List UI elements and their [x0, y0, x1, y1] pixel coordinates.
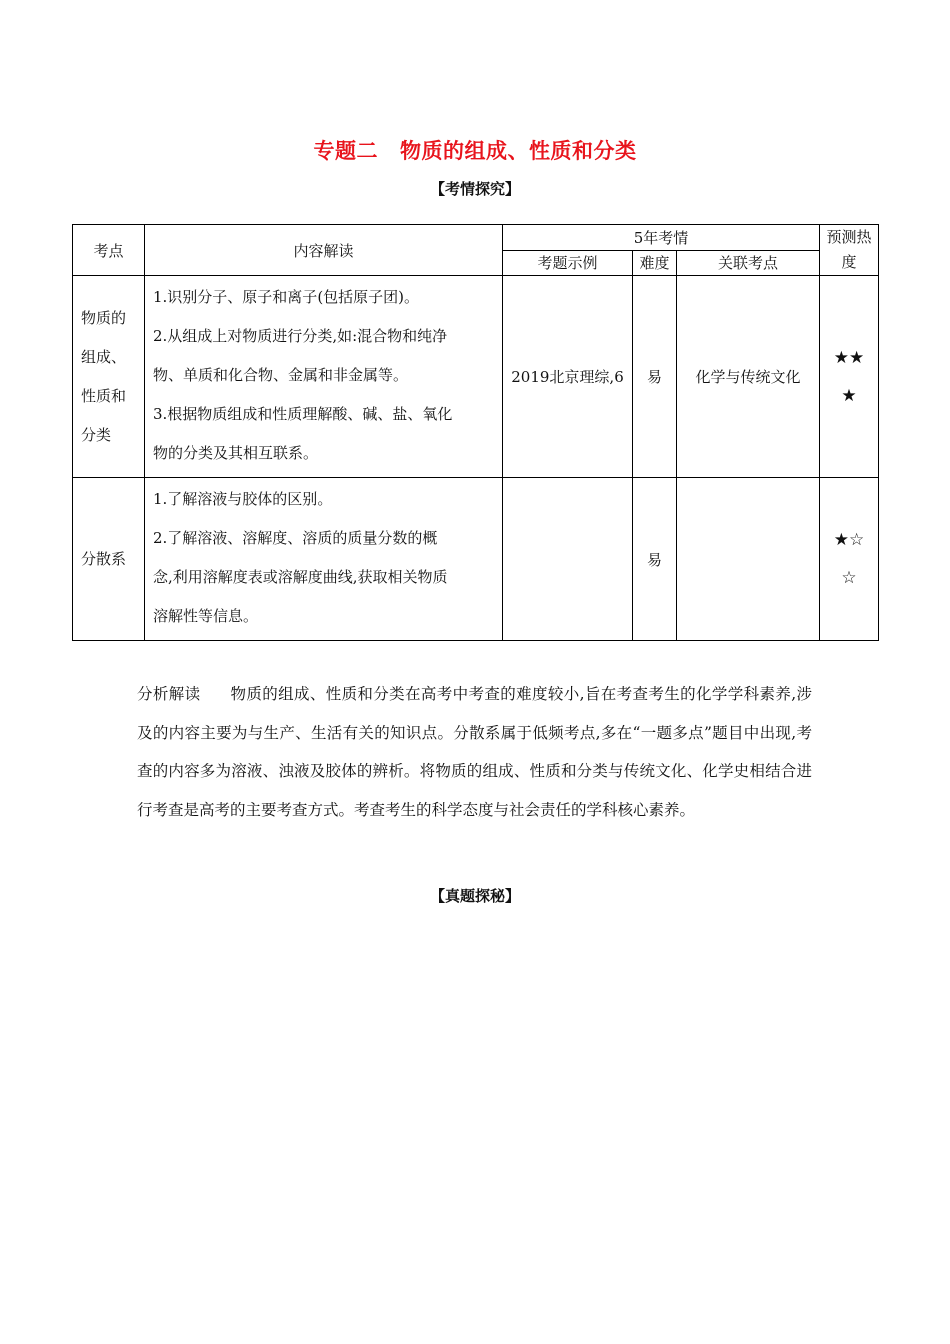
row1-content-line: 物、单质和化合物、金属和非金属等。 — [153, 366, 409, 384]
row2-content-line: 2.了解溶液、溶解度、溶质的质量分数的概 — [153, 529, 438, 547]
exam-analysis-table — [72, 224, 879, 641]
row2-content-line: 溶解性等信息。 — [153, 607, 259, 625]
row1-forecast-stars — [820, 276, 879, 478]
row1-kaodian-line: 性质和 — [81, 386, 127, 405]
page-title — [0, 135, 950, 165]
title-part-2: 物质的组成、性质和分类 — [400, 139, 637, 163]
header-forecast — [820, 225, 879, 276]
row1-content-line: 物的分类及其相互联系。 — [153, 444, 319, 462]
header-related: 关联考点 — [677, 250, 820, 276]
section-heading-zhenti: 【真题探秘】 — [429, 887, 520, 905]
row2-stars-line2: ☆ — [841, 568, 857, 588]
row1-content — [145, 276, 503, 478]
row2-content-line: 念,利用溶解度表或溶解度曲线,获取相关物质 — [153, 568, 448, 586]
row2-content — [145, 478, 503, 641]
analysis-label: 分析解读 — [137, 685, 201, 703]
header-forecast-line2: 度 — [841, 253, 857, 271]
row1-content-line: 2.从组成上对物质进行分类,如:混合物和纯净 — [153, 327, 448, 345]
row1-kaodian — [73, 276, 145, 478]
title-part-1: 专题二 — [313, 139, 378, 163]
analysis-text: 物质的组成、性质和分类在高考中考查的难度较小,旨在考查考生的化学学科素养,涉及的内容主要为与生产、生活有关的知识点。分散系属于低频考点,多在“一题多点”题目中出现,考查的内容多为溶液、浊液及胶体的辨析。将物质的组成、性质和分类与传统文化、化学史相结合进行考查是高考的主要考查方式。考查考生的科学态度与社会责任的学科核心素养。 — [137, 685, 812, 819]
row1-kaodian-line: 分类 — [81, 425, 112, 444]
section-heading-kaoqing: 【考情探究】 — [429, 180, 520, 198]
table-row — [73, 276, 879, 478]
analysis-paragraph — [137, 675, 812, 829]
header-neirong: 内容解读 — [145, 225, 503, 276]
row2-example — [503, 478, 633, 641]
row1-stars-line2: ★ — [841, 385, 857, 406]
row1-stars-line1: ★★ — [833, 347, 865, 368]
row1-content-line: 1.识别分子、原子和离子(包括原子团)。 — [153, 288, 420, 306]
row1-example: 2019北京理综,6 — [503, 276, 633, 478]
row2-related — [677, 478, 820, 641]
row2-forecast-stars — [820, 478, 879, 641]
row1-difficulty: 易 — [633, 276, 677, 478]
row2-stars-line1: ★☆ — [833, 530, 865, 550]
row1-content-line: 3.根据物质组成和性质理解酸、碱、盐、氧化 — [153, 405, 453, 423]
row1-kaodian-line: 物质的 — [81, 308, 127, 327]
row2-difficulty: 易 — [633, 478, 677, 641]
row2-kaodian: 分散系 — [73, 478, 145, 641]
row1-related: 化学与传统文化 — [677, 276, 820, 478]
header-five-year: 5年考情 — [503, 225, 820, 251]
table-row — [73, 478, 879, 641]
header-example: 考题示例 — [503, 250, 633, 276]
header-difficulty: 难度 — [633, 250, 677, 276]
row1-kaodian-line: 组成、 — [81, 347, 127, 366]
header-kaodian: 考点 — [73, 225, 145, 276]
header-forecast-line1: 预测热 — [826, 228, 872, 246]
row2-content-line: 1.了解溶液与胶体的区别。 — [153, 490, 333, 508]
table-header-row — [73, 225, 879, 251]
